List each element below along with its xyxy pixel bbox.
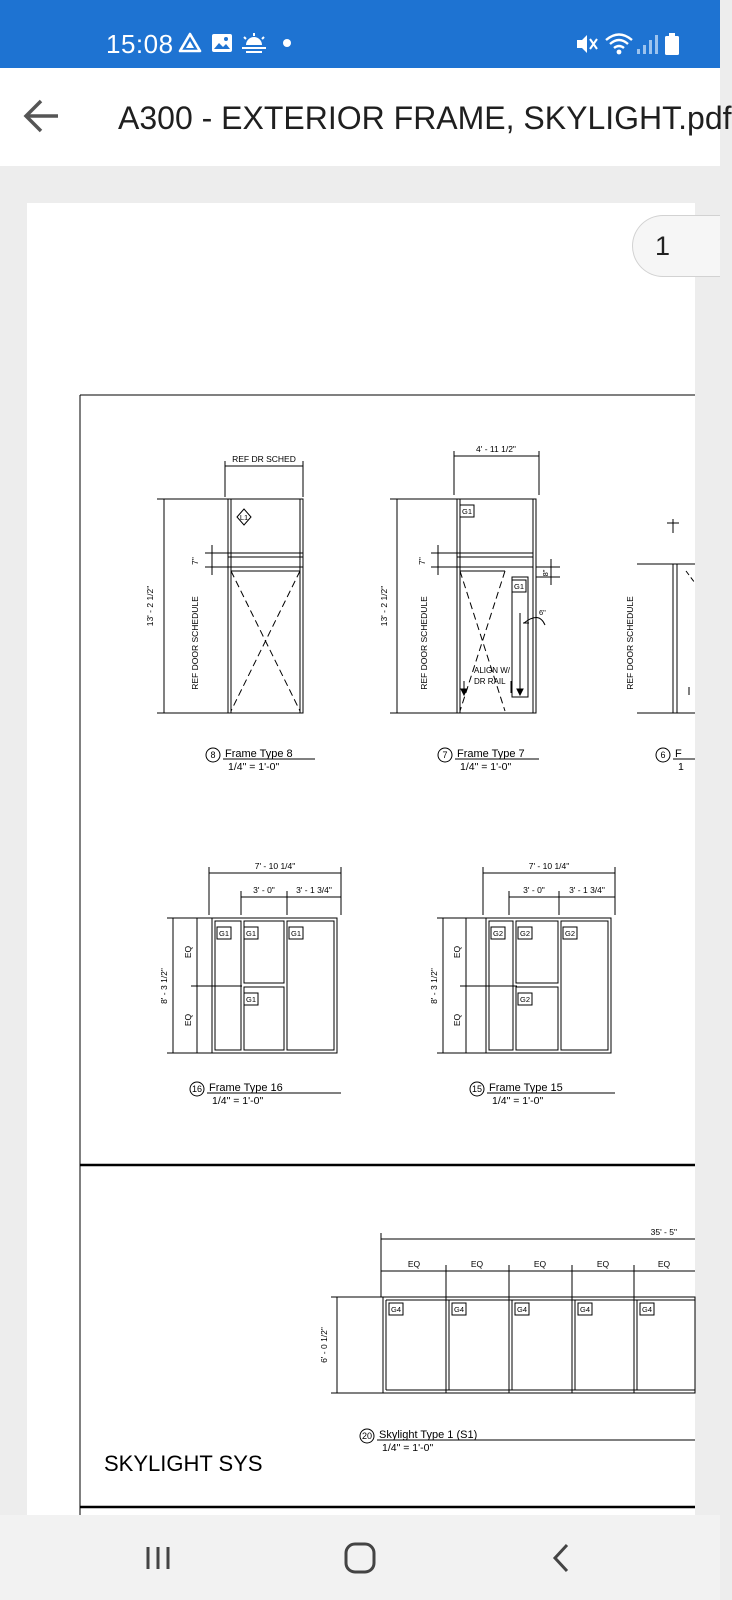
document-title: A300 - EXTERIOR FRAME, SKYLIGHT.pdf [118, 100, 732, 136]
signal-icon [636, 32, 658, 56]
f7-dim-6: 6" [539, 608, 546, 617]
frame-type-6 [637, 519, 695, 762]
back-arrow-icon [22, 98, 62, 134]
frame-type-7 [390, 451, 560, 762]
f8-tag: L1 [239, 513, 249, 522]
f8-scale: 1/4" = 1'-0" [228, 761, 280, 773]
f16-tag-1: G1 [218, 929, 230, 938]
f7-top-dim: 4' - 11 1/2" [476, 444, 516, 454]
back-button[interactable] [10, 84, 74, 148]
f7-small-dim2: 8" [541, 569, 550, 577]
f16-eq-top: EQ [183, 945, 193, 959]
f15-tag-1: G2 [492, 929, 504, 938]
status-bar [0, 0, 720, 68]
sky-eq-5: EQ [657, 1259, 671, 1269]
f15-height-dim: 8' - 3 1/2" [429, 968, 439, 1004]
f7-small-dim: 7" [417, 557, 427, 565]
battery-icon [664, 32, 680, 56]
f8-name: Frame Type 8 [225, 748, 293, 760]
f7-num: 7 [442, 750, 448, 760]
page-number-badge[interactable] [632, 215, 720, 277]
f6-name: F [675, 748, 682, 760]
f8-small-dim: 7" [190, 557, 200, 565]
dot-icon [282, 38, 292, 48]
sky-tag-1: G4 [390, 1305, 402, 1314]
home-button[interactable] [330, 1535, 390, 1581]
page-number: 1 [655, 230, 671, 261]
sky-tag-4: G4 [579, 1305, 591, 1314]
sky-scale: 1/4" = 1'-0" [382, 1442, 434, 1454]
f15-name: Frame Type 15 [489, 1082, 563, 1094]
f8-num: 8 [210, 750, 216, 760]
f7-ref-label: REF DOOR SCHEDULE [419, 596, 429, 690]
sky-tag-5: G4 [641, 1305, 653, 1314]
back-icon [547, 1542, 577, 1574]
f16-tag-3: G1 [290, 929, 302, 938]
f8-top-dim: REF DR SCHED [232, 454, 296, 464]
app-bar [0, 68, 732, 166]
f16-dim-a: 3' - 0" [253, 885, 275, 895]
home-icon [343, 1541, 377, 1575]
f16-dim-b: 3' - 1 3/4" [296, 885, 332, 895]
f16-overall-dim: 7' - 10 1/4" [254, 861, 296, 871]
wifi-icon [604, 32, 634, 56]
f7-scale: 1/4" = 1'-0" [460, 761, 512, 773]
sky-eq-4: EQ [596, 1259, 610, 1269]
recent-apps-button[interactable] [128, 1535, 188, 1581]
pdf-viewer[interactable] [0, 166, 720, 1515]
sky-tag-2: G4 [453, 1305, 465, 1314]
f15-tag-3: G2 [564, 929, 576, 938]
frame-type-8 [157, 461, 315, 762]
navigation-bar [0, 1515, 720, 1600]
frame-type-16 [167, 867, 341, 1096]
f16-num: 16 [191, 1084, 203, 1094]
f6-num: 6 [660, 750, 666, 760]
drawing-canvas [27, 203, 695, 1515]
sky-height-dim: 6' - 0 1/2" [319, 1327, 329, 1363]
f15-dim-a: 3' - 0" [523, 885, 545, 895]
sky-name: Skylight Type 1 (S1) [379, 1429, 478, 1441]
f16-name: Frame Type 16 [209, 1082, 283, 1094]
sky-eq-3: EQ [533, 1259, 547, 1269]
f6-scale: 1 [678, 761, 684, 773]
f15-num: 15 [471, 1084, 483, 1094]
f7-tag-a: G1 [461, 507, 473, 516]
f15-eq-bottom: EQ [452, 1013, 462, 1027]
f16-tag-2: G1 [245, 929, 257, 938]
f15-scale: 1/4" = 1'-0" [492, 1095, 544, 1107]
sky-tag-3: G4 [516, 1305, 528, 1314]
status-time: 15:08 [106, 29, 174, 59]
nav-back-button[interactable] [532, 1535, 592, 1581]
sky-eq-2: EQ [470, 1259, 484, 1269]
f15-tag-4: G2 [519, 995, 531, 1004]
f16-tag-4: G1 [245, 995, 257, 1004]
f16-height-dim: 8' - 3 1/2" [159, 968, 169, 1004]
f8-ref-label: REF DOOR SCHEDULE [190, 596, 200, 690]
pdf-page[interactable] [27, 203, 695, 1515]
f7-tag-b: G1 [513, 582, 525, 591]
f7-height-dim: 13' - 2 1/2" [379, 585, 389, 627]
drive-icon [178, 32, 202, 54]
f6-ref-label: REF DOOR SCHEDULE [625, 596, 635, 690]
f15-eq-top: EQ [452, 945, 462, 959]
f8-height-dim: 13' - 2 1/2" [145, 585, 155, 627]
sky-eq-1: EQ [407, 1259, 421, 1269]
mute-icon [574, 32, 598, 56]
skylight-type-1 [331, 1233, 695, 1443]
f15-overall-dim: 7' - 10 1/4" [528, 861, 570, 871]
f7-name: Frame Type 7 [457, 748, 525, 760]
f7-note-line2: DR RAIL [474, 677, 506, 686]
sky-overall-dim: 35' - 5" [650, 1227, 677, 1237]
sky-num: 20 [361, 1431, 373, 1441]
recent-apps-icon [143, 1543, 173, 1573]
f16-scale: 1/4" = 1'-0" [212, 1095, 264, 1107]
gallery-icon [210, 32, 234, 54]
weather-icon [240, 32, 268, 54]
frame-type-15 [437, 867, 615, 1096]
section-label: SKYLIGHT SYS [104, 1451, 263, 1476]
f16-eq-bottom: EQ [183, 1013, 193, 1027]
f15-dim-b: 3' - 1 3/4" [569, 885, 605, 895]
f7-note-line1: ALIGN W/ [474, 666, 511, 675]
f15-tag-2: G2 [519, 929, 531, 938]
